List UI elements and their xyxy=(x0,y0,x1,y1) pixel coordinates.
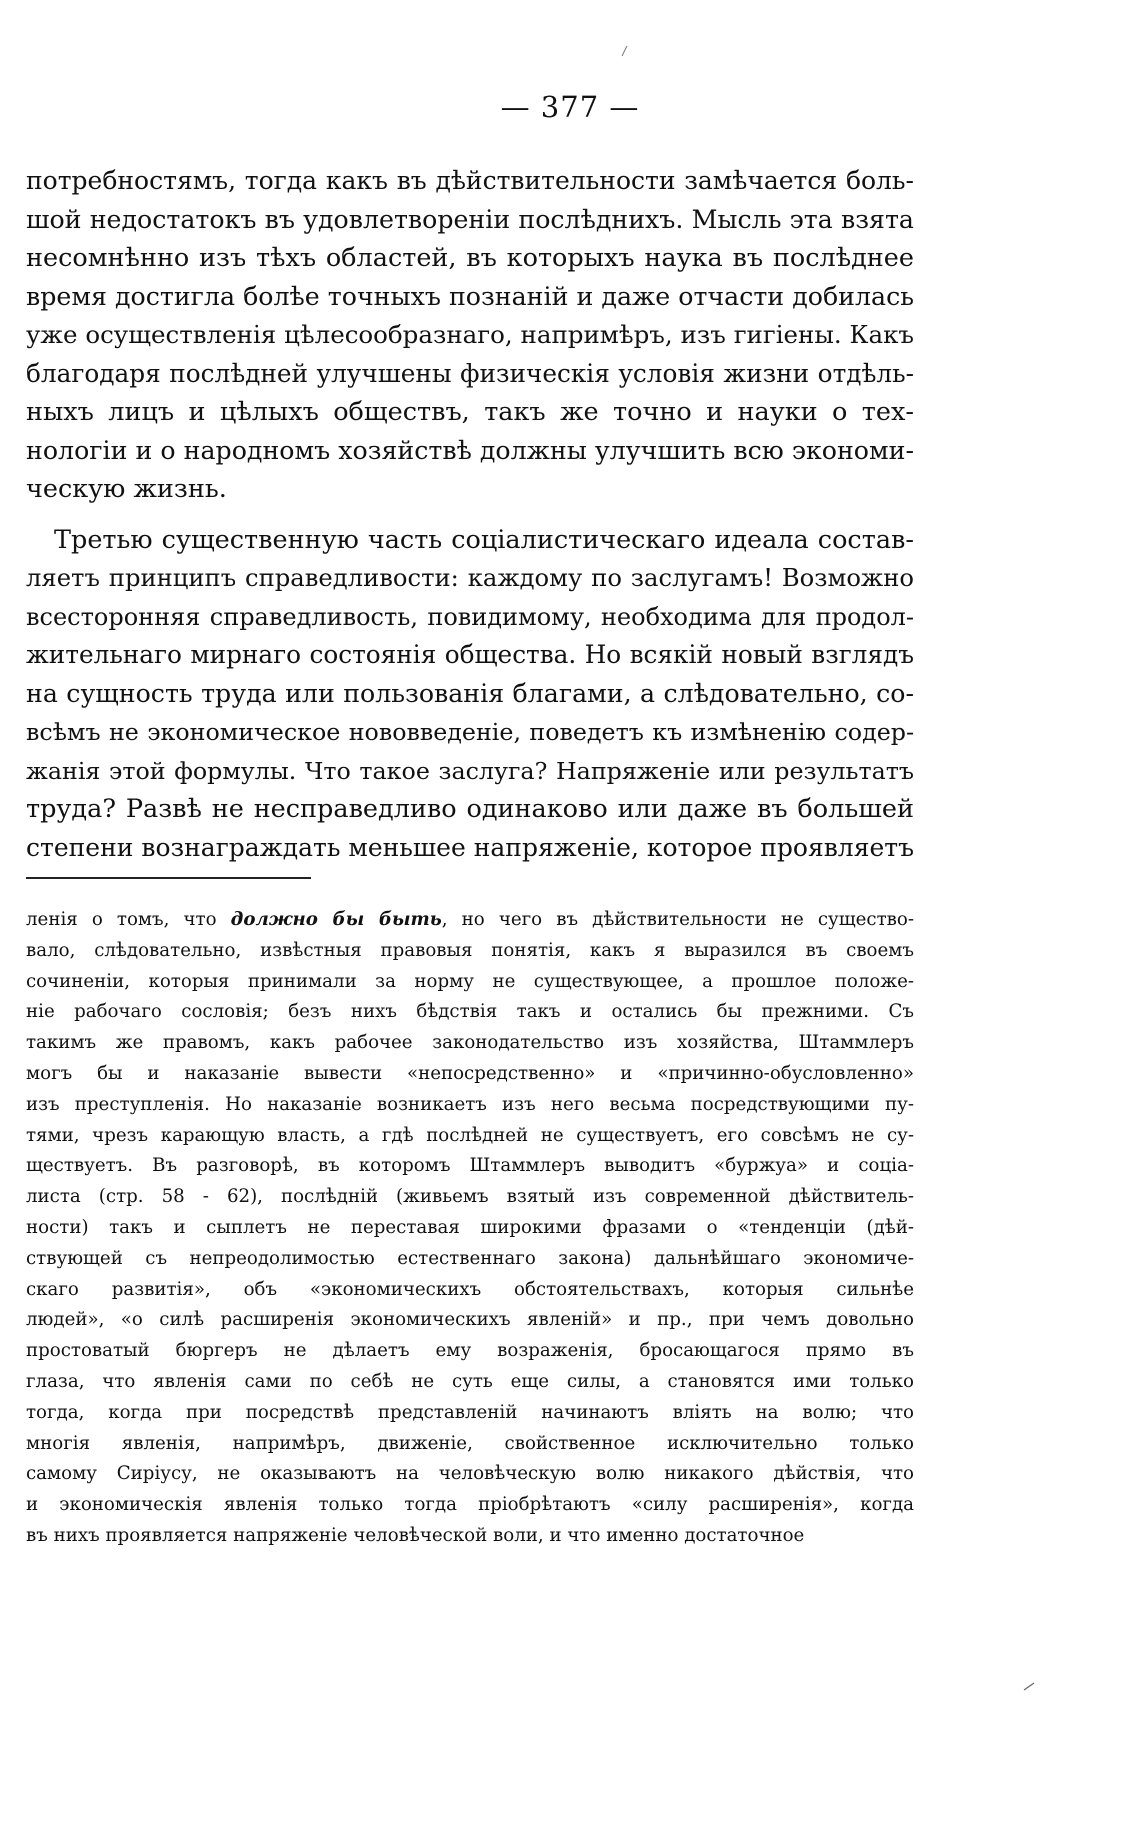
footnote-line: и экономическія явленія только тогда пріобрѣтаютъ «силу расширенія», когда xyxy=(26,1494,914,1516)
footnote-line: глаза, что явленія сами по себѣ не суть еще силы, а становятся ими только xyxy=(26,1370,914,1392)
footnote-line: ніе рабочаго сословія; безъ нихъ бѣдствія такъ и остались бы прежними. Съ xyxy=(26,1001,914,1023)
footnote-line: ности) такъ и сыплетъ не переставая широкими фразами о «тенденціи (дѣй- xyxy=(26,1216,914,1238)
footnote-line: изъ преступленія. Но наказаніе возникаетъ изъ него весьма посредствующими пу- xyxy=(26,1093,914,1115)
footnote-line: въ нихъ проявляется напряженіе человѣческой воли, и что именно достаточное xyxy=(26,1524,805,1546)
main-line: время достигла болѣе точныхъ познаній и даже отчасти добилась xyxy=(26,281,914,311)
main-line: потребностямъ, тогда какъ въ дѣйствительности замѣчается боль- xyxy=(26,166,914,195)
footnote-line: листа (стр. 58 - 62), послѣдній (живьемъ взятый изъ современной дѣйствитель- xyxy=(26,1186,914,1208)
main-line: всесторонняя справедливость, повидимому, необходима для продол- xyxy=(26,602,914,631)
scan-speck-top xyxy=(620,44,630,58)
main-line: ныхъ лицъ и цѣлыхъ обществъ, такъ же точно и науки о тех- xyxy=(26,397,914,427)
footnote-line: могъ бы и наказаніе вывести «непосредственно» и «причинно-обусловленно» xyxy=(26,1062,914,1084)
footnote-line: многія явленія, напримѣръ, движеніе, свойственное исключительно только xyxy=(26,1432,914,1454)
footnote xyxy=(26,905,914,1552)
footnote-divider xyxy=(26,877,311,879)
main-line: несомнѣнно изъ тѣхъ областей, въ которыхъ наука въ послѣднее xyxy=(26,243,914,273)
footnote-text: ленія о томъ, что xyxy=(26,909,231,930)
footnote-line: людей», «о силѣ расширенія экономическихъ явленій» и пр., при чемъ довольно xyxy=(26,1309,914,1331)
main-line: уже осуществленія цѣлесообразнаго, напримѣръ, изъ гигіены. Какъ xyxy=(26,320,914,349)
scan-speck-bottom xyxy=(1022,1680,1038,1692)
main-text xyxy=(26,162,914,867)
paragraph-gap xyxy=(26,509,914,521)
footnote-emphasis: должно бы быть xyxy=(230,909,442,930)
main-line: жительнаго мирнаго состоянія общества. Но всякій новый взглядъ xyxy=(26,640,914,669)
footnote-line: самому Сиріусу, не оказываютъ на человѣческую волю никакого дѣйствія, что xyxy=(26,1463,914,1485)
footnote-line: ществуетъ. Въ разговорѣ, въ которомъ Штаммлеръ выводитъ «буржуа» и соціа- xyxy=(26,1155,914,1177)
footnote-line xyxy=(26,905,914,936)
footnote-line: простоватый бюргеръ не дѣлаетъ ему возраженія, бросающагося прямо въ xyxy=(26,1340,914,1362)
footnote-line: ствующей съ непреодолимостью естественнаго закона) дальнѣйшаго экономиче- xyxy=(26,1247,914,1269)
footnote-line: скаго развитія», объ «экономическихъ обстоятельствахъ, которыя сильнѣе xyxy=(26,1278,914,1300)
main-line: Третью существенную часть соціалистическаго идеала состав- xyxy=(54,524,914,555)
main-line: ляетъ принципъ справедливости: каждому по заслугамъ! Возможно xyxy=(26,563,914,592)
main-line: степени вознаграждать меньшее напряженіе, которое проявляетъ xyxy=(26,832,914,862)
main-line: благодаря послѣдней улучшены физическія условія жизни отдѣль- xyxy=(26,358,914,388)
main-line: жанія этой формулы. Что такое заслуга? Напряженіе или результатъ xyxy=(26,756,914,785)
footnote-text: , но чего въ дѣйствительности не существо- xyxy=(441,909,914,930)
footnote-line: вало, слѣдовательно, извѣстныя правовыя понятія, какъ я выразился въ своемъ xyxy=(26,939,914,961)
main-line: нологіи и о народномъ хозяйствѣ должны улучшить всю экономи- xyxy=(26,435,914,465)
main-line: на сущность труда или пользованія благами, а слѣдовательно, со- xyxy=(26,678,914,708)
footnote-line: сочиненіи, которыя принимали за норму не существующее, а прошлое положе- xyxy=(26,970,914,992)
page-number: — 377 — xyxy=(500,90,640,124)
footnote-line: тями, чрезъ карающую власть, а гдѣ послѣдней не существуетъ, его совсѣмъ не су- xyxy=(26,1124,914,1146)
main-line: шой недостатокъ въ удовлетвореніи послѣднихъ. Мысль эта взята xyxy=(26,204,914,234)
main-line: всѣмъ не экономическое нововведеніе, поведетъ къ измѣненію содер- xyxy=(26,718,914,746)
main-line: ческую жизнь. xyxy=(26,474,227,504)
main-line: труда? Развѣ не несправедливо одинаково или даже въ большей xyxy=(26,794,914,824)
footnote-line: тогда, когда при посредствѣ представленій начинаютъ вліять на волю; что xyxy=(26,1401,914,1423)
footnote-line: такимъ же правомъ, какъ рабочее законодательство изъ хозяйства, Штаммлеръ xyxy=(26,1032,914,1054)
